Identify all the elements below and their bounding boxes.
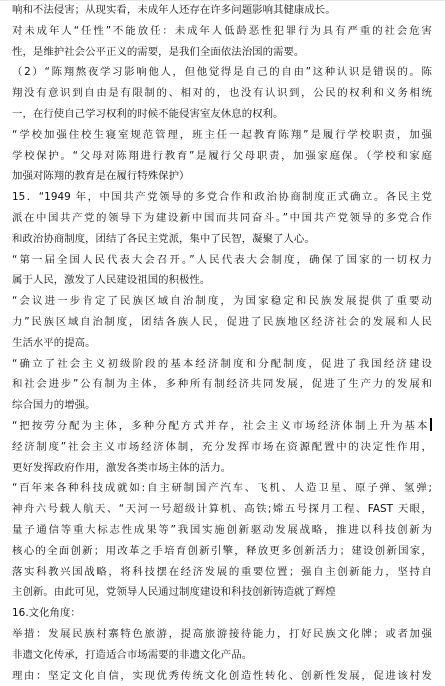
text-line: “第一届全国人民代表大会召开。”人民代表大会制度，确保了国家的一切权力 <box>12 250 432 271</box>
section-heading: 16.文化角度： <box>12 603 432 624</box>
text-line: 非遗文化传承，打造适合市场需要的非遗文化产品。 <box>12 645 432 666</box>
page-top-edge <box>0 0 445 1</box>
text-line: 加强对陈翔的教育是在履行特殊保护） <box>12 166 432 187</box>
text-line: 学校保护。“父母对陈翔进行教育”是履行父母职责，加强家庭保。（学校和家庭 <box>12 146 432 167</box>
text-line: “百年来各种科技成就如:自主研制国产汽车、飞机、人造卫星、原子弹、氢弹; <box>12 478 432 499</box>
text-line: 举措：发展民族村寨特色旅游，提高旅游接待能力，打好民族文化牌；或者加强 <box>12 624 432 645</box>
text-line: 神舟六号载人航天、“天河一号超级计算机、高铁;嫦五号探月工程、FAST 天眼， <box>12 499 432 520</box>
text-cursor <box>430 418 432 431</box>
text-line: 一，在行使自己学习权利的时候不能侵害室友休息的权利。 <box>12 104 432 125</box>
text-line: 属于人民，激发了人民建设祖国的积极性。 <box>12 270 432 291</box>
text-line-content: “把按劳分配为主体，多种分配方式并存，社会主义市场经济体制上升为基本 <box>12 420 429 432</box>
text-line: “确立了社会主义初级阶段的基本经济制度和分配制度，促进了我国经济建设 <box>12 354 432 375</box>
text-line: （2）“陈翔熬夜学习影响他人，但他觉得是自己的自由”这种认识是错误的。陈 <box>12 62 432 83</box>
text-line: 力”民族区域自治制度，团结各族人民，促进了民族地区经济社会的发展和人民 <box>12 312 432 333</box>
text-line: 派在中国共产党的领导下为建设新中国而共同奋斗。”中国共产党领导的多党合作 <box>12 208 432 229</box>
text-line: 对未成年人“任性”不能放任：未成年人低龄恶性犯罪行为具有严重的社会危害 <box>12 21 432 42</box>
text-line: 更好发挥政府作用，激发各类市场主体的活力。 <box>12 458 432 479</box>
text-line: 综合国力的增强。 <box>12 395 432 416</box>
text-line: 落实科教兴国战略，将科技摆在经济发展的重要位置；强自主创新能力，坚持自 <box>12 562 432 583</box>
text-line: 和政治协商制度，团结了各民主党派，集中了民智，凝聚了人心。 <box>12 229 432 250</box>
text-line: “会议进一步肯定了民族区域自治制度，为国家稳定和民族发展提供了重要动 <box>12 291 432 312</box>
text-line: 响和不法侵害；从现实看，未成年人还存在许多问题影响其健康成长。 <box>12 0 432 21</box>
text-line: 15．“1949 年，中国共产党领导的多党合作和政治协商制度正式确立。各民主党 <box>12 187 432 208</box>
text-line: “学校加强住校生寝室规范管理，班主任一起教育陈翔”是履行学校职责，加强 <box>12 125 432 146</box>
text-line: 核心的全面创新；用改革之手培育创新引擎，释放更多创新活力；建设创新国家， <box>12 541 432 562</box>
text-line: 理由：坚定文化自信，实现优秀传统文化创造性转化、创新性发展，促进该村发 <box>12 666 432 686</box>
text-line: 和社会进步”公有制为主体，多种所有制经济共同发展，促进了生产力的发展和 <box>12 374 432 395</box>
text-line: 性，是维护社会公平正义的需要，是我们全面依法治国的需要。 <box>12 42 432 63</box>
text-line: 生活水平的提高。 <box>12 333 432 354</box>
text-line: 翔没有意识到自由是有限制的、相对的，也没有认识到，公民的权利和义务相统 <box>12 83 432 104</box>
text-line: 经济制度”社会主义市场经济体制，充分发挥市场在资源配置中的决定性作用， <box>12 437 432 458</box>
text-line: 主创新。由此可见，党领导人民通过制度建设和科技创新铸造就了辉煌 <box>12 582 432 603</box>
text-line: 量子通信等重大标志性成果等”我国实施创新驱动发展战略，推进以科技创新为 <box>12 520 432 541</box>
text-line-with-cursor[interactable] <box>12 416 432 437</box>
